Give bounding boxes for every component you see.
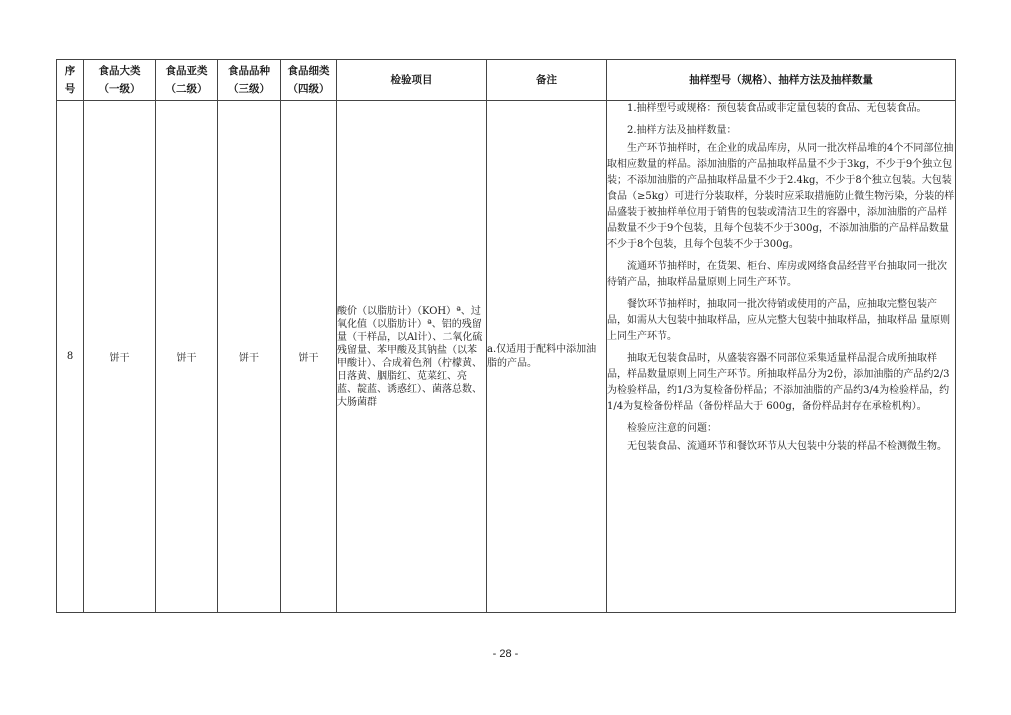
sampling-table [56,59,956,613]
header-cat2-line1: 食品亚类 [165,65,208,77]
cell-seq: 8 [57,101,84,613]
cell-notes: a.仅适用于配料中添加油脂的产品。 [487,101,607,613]
page-number: - 28 - [492,648,519,660]
method-paragraph: 餐饮环节抽样时，抽取同一批次待销或使用的产品，应抽取完整包装产品，如需从大包装中抽取样品，应从完整大包装中抽取样品，抽取样品 量原则上同生产环节。 [607,299,951,342]
cell-category-level3: 饼干 [218,101,281,613]
header-sampling-method: 抽样型号（规格）、抽样方法及抽样数量 [607,60,956,101]
method-paragraph: 抽取无包装食品时，从盛装容器不同部位采集适量样品混合成所抽取样品，样品数量原则上同生产环节。所抽取样品分为2份，添加油脂的产品约2/3为检验样品，约1/3为复检备份样品；不添加油脂的产品约3/4为检验样品，约1/4为复检备份样品（备份样品大于 600g，备份样品封存在承检机构）。 [607,353,950,412]
header-test-items: 检验项目 [337,60,487,101]
header-row [57,60,956,101]
header-seq-line2: 号 [64,83,76,95]
header-category-level1 [84,60,156,101]
cell-test-items: 酸价（以脂肪计）（KOH）ª、过氧化值（以脂肪计）ª、铝的残留量（干样品，以Al计）、二氧化硫残留量、苯甲酸及其钠盐（以苯甲酸计）、合成着色剂（柠檬黄、日落黄、胭脂红、苋菜红、亮蓝、靛蓝、诱惑红）、菌落总数、大肠菌群 [337,101,487,613]
header-seq [57,60,84,101]
header-cat3-line2: （三级） [228,83,270,95]
header-cat3-line1: 食品品种 [228,65,270,77]
header-cat4-line2: （四级） [287,83,330,95]
method-paragraph: 2.抽样方法及抽样数量： [627,125,737,136]
header-category-level4 [281,60,337,101]
header-seq-line1: 序 [64,65,76,77]
cell-category-level4: 饼干 [281,101,337,613]
header-cat4-line1: 食品细类 [287,65,330,77]
header-cat1-line2: （一级） [98,83,141,95]
method-paragraph: 1.抽样型号或规格：预包装食品或非定量包装的食品、无包装食品。 [627,103,927,114]
header-notes: 备注 [487,60,607,101]
table-row [57,101,956,613]
cell-sampling-method [607,101,956,613]
method-paragraph: 流通环节抽样时，在货架、柜台、库房或网络食品经营平台抽取同一批次待销产品，抽取样品量原则上同生产环节。 [607,261,947,288]
header-cat1-line1: 食品大类 [98,65,141,77]
header-category-level2 [156,60,218,101]
header-cat2-line2: （二级） [165,83,208,95]
method-paragraph: 生产环节抽样时，在企业的成品库房，从同一批次样品堆的4个不同部位抽取相应数量的样品。添加油脂的产品抽取样品量不少于3kg，不少于9个独立包装；不添加油脂的产品抽取样品量不少于2.4kg，不少于8个独立包装。大包装食品（≥5kg）可进行分装取样，分装时应采取措施防止微生物污染，分装的样品盛装于被抽样单位用于销售的包装或清洁卫生的容器中，添加油脂的产品样品数量不少于9个包装，且每个包装不少于300g，不添加油脂的产品样品数量不少于8个包装，且每个包装不少于300g。 [607,143,955,250]
header-category-level3 [218,60,281,101]
method-paragraph: 检验应注意的问题： [627,423,717,434]
cell-category-level1: 饼干 [84,101,156,613]
cell-category-level2: 饼干 [156,101,218,613]
method-paragraph: 无包装食品、流通环节和餐饮环节从大包装中分装的样品不检测微生物。 [627,441,947,452]
